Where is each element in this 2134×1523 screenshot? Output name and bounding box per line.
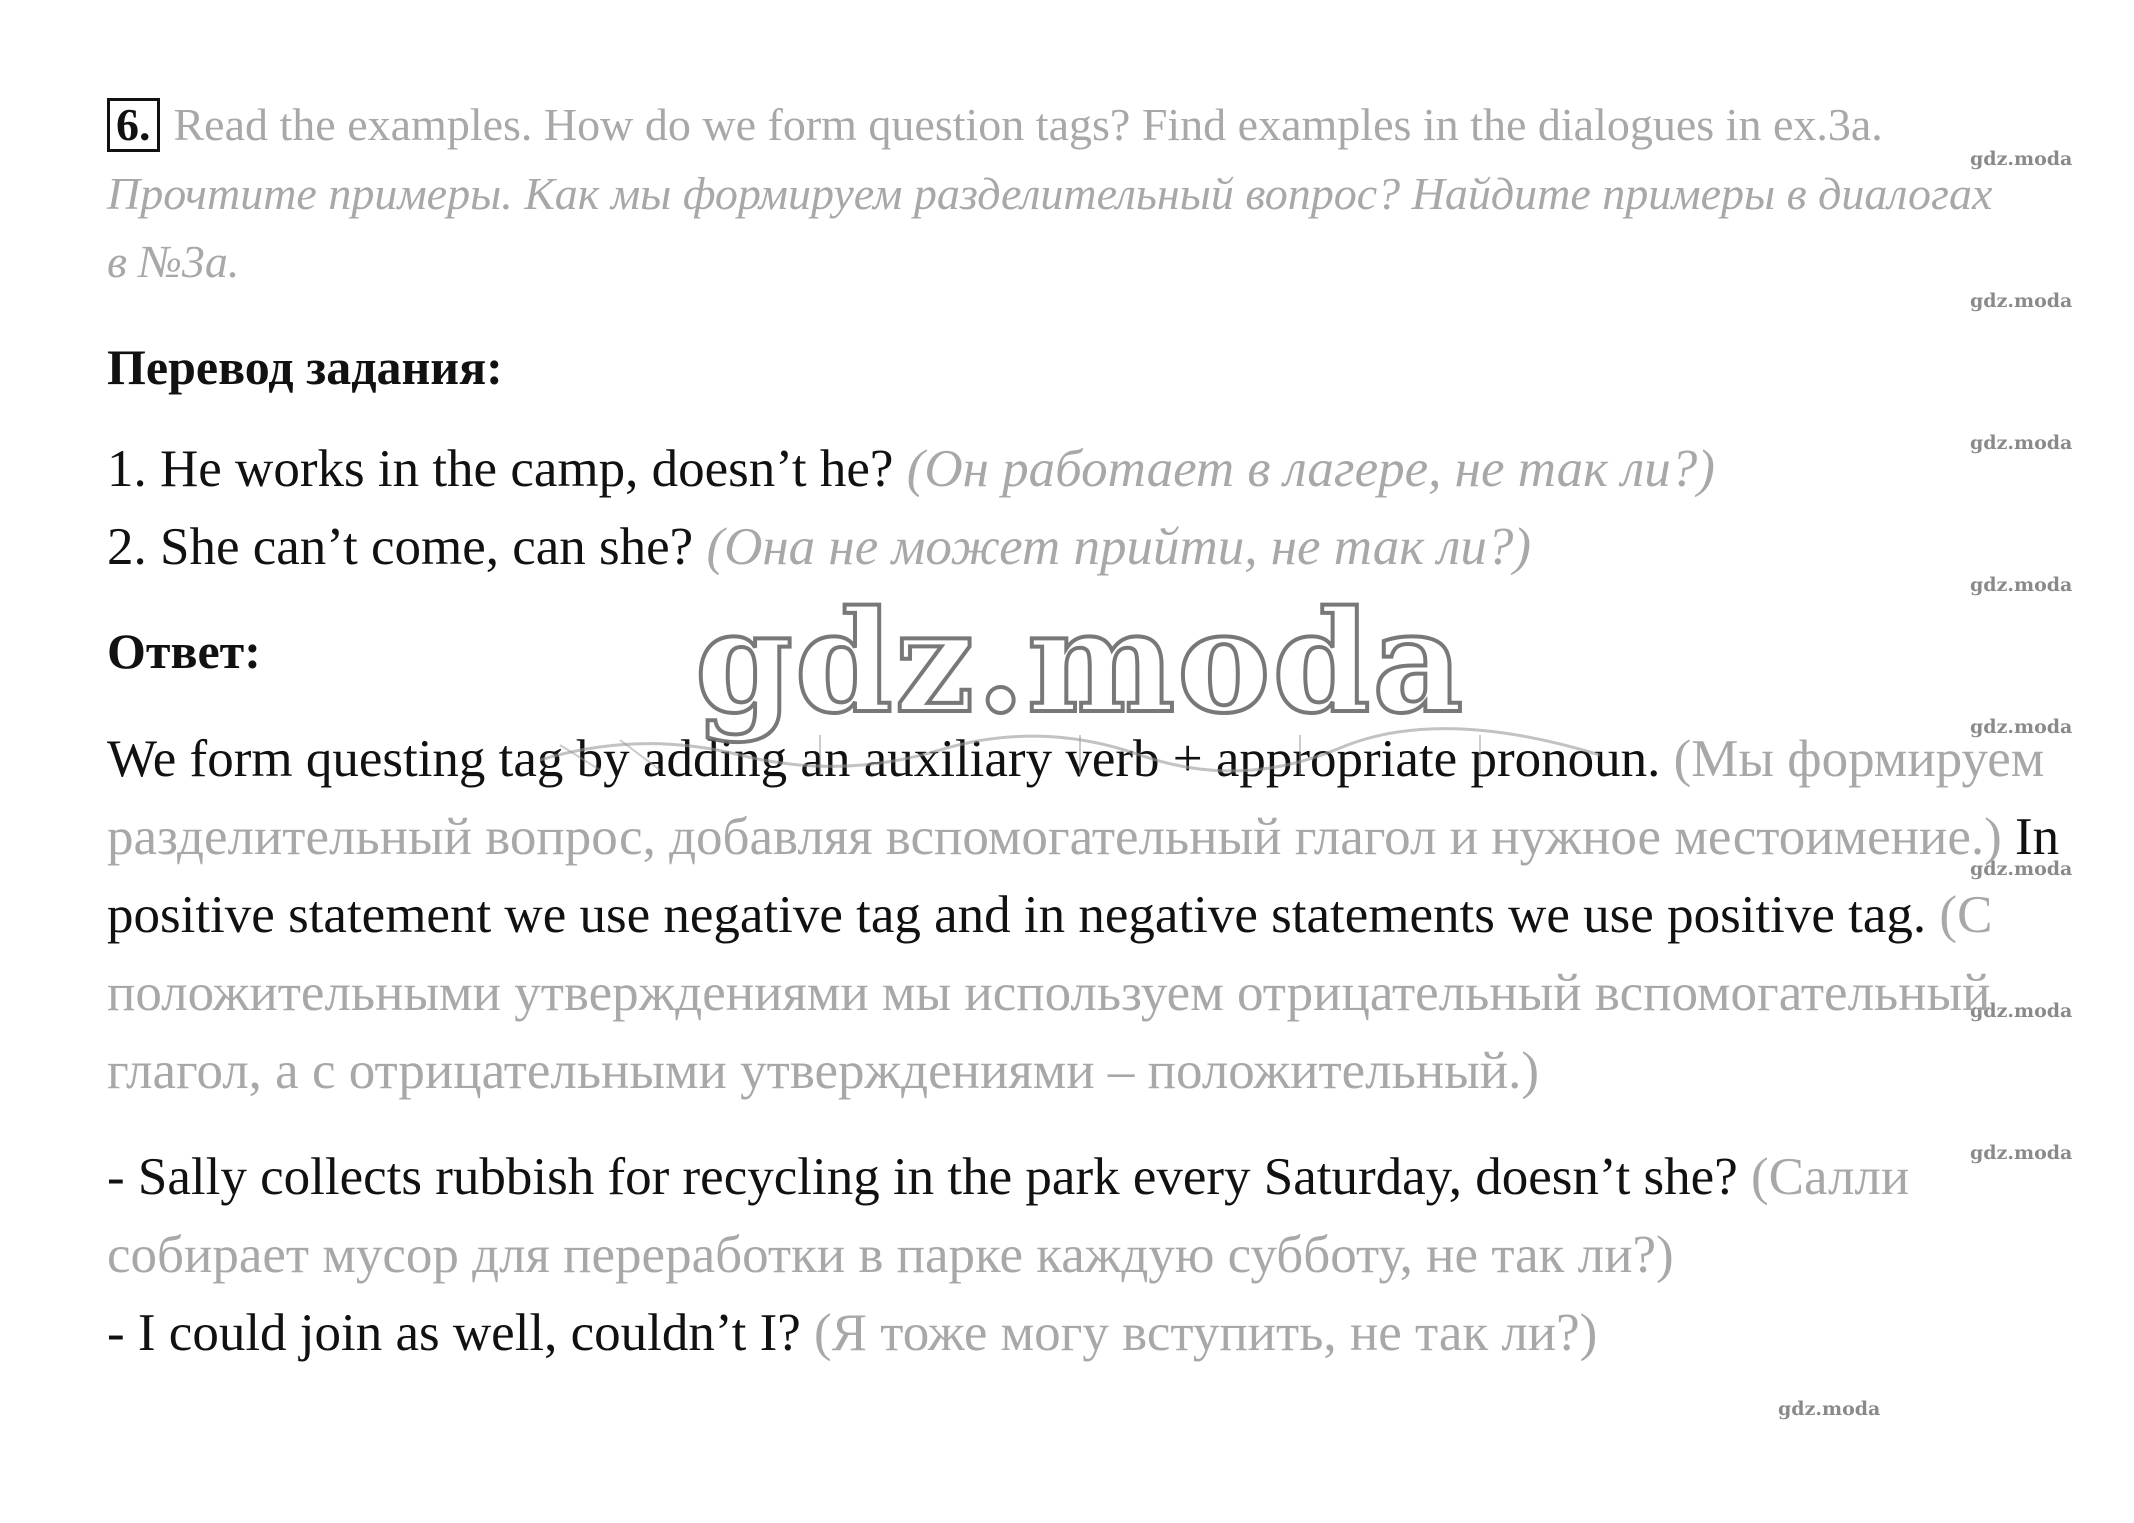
dialogue-en-1: - Sally collects rubbish for recycling in the park every Saturday, doesn’t she? [107, 1148, 1738, 1206]
answer-en-1: We form questing tag by adding an auxiliary verb + appropriate pronoun. [107, 730, 1661, 788]
dialogue-en-2: - I could join as well, couldn’t I? [107, 1304, 801, 1362]
watermark-small: gdz.moda [1970, 1000, 2073, 1022]
watermark-small: gdz.moda [1970, 858, 2073, 880]
watermark-logo: gdz.moda [695, 581, 1466, 745]
examples-list [107, 430, 2097, 586]
watermark-small: gdz.moda [1778, 1398, 1881, 1420]
watermark-small: gdz.moda [1970, 148, 2073, 170]
dialogue-examples [107, 1138, 2097, 1372]
watermark-small: gdz.moda [1970, 574, 2073, 596]
translation-heading: Перевод задания: [107, 339, 503, 395]
watermark-small: gdz.moda [1970, 290, 2073, 312]
task-instruction-en-text: Read the examples. How do we form question tags? Find examples in the dialogues in ex.3a. [173, 99, 1883, 150]
watermark-small: gdz.moda [1970, 1142, 2073, 1164]
task-instruction-ru: Прочтите примеры. Как мы формируем разделительный вопрос? Найдите примеры в диалогах в №3а. [107, 168, 1993, 287]
watermark-small: gdz.moda [1970, 716, 2073, 738]
dialogue-ru-2: (Я тоже могу вступить, не так ли?) [814, 1304, 1598, 1362]
answer-heading: Ответ: [107, 623, 261, 679]
watermark-scribble [520, 720, 1620, 780]
example-item [107, 430, 2097, 508]
task-instruction-en [107, 90, 2097, 160]
watermark-small: gdz.moda [1970, 432, 2073, 454]
example-en: 2. She can’t come, can she? [107, 518, 694, 576]
dialogue-ru-1: (Салли собирает мусор для переработки в парке каждую субботу, не так ли?) [107, 1148, 1910, 1284]
answer-en-2: In positive statement we use negative tag and in negative statements we use positive tag. [107, 808, 2060, 944]
answer-ru-1: (Мы формируем разделительный вопрос, добавляя вспомогательный глагол и нужное местоимение.) [107, 730, 2045, 866]
example-ru: (Он работает в лагере, не так ли?) [906, 440, 1715, 498]
task-number: 6. [107, 98, 160, 152]
answer-ru-2: (С положительными утверждениями мы используем отрицательный вспомогательный глагол, а с отрицательными утверждениями – положительный.) [107, 886, 1993, 1100]
example-item [107, 508, 2097, 586]
example-ru: (Она не может прийти, не так ли?) [706, 518, 1532, 576]
example-en: 1. He works in the camp, doesn’t he? [107, 440, 894, 498]
